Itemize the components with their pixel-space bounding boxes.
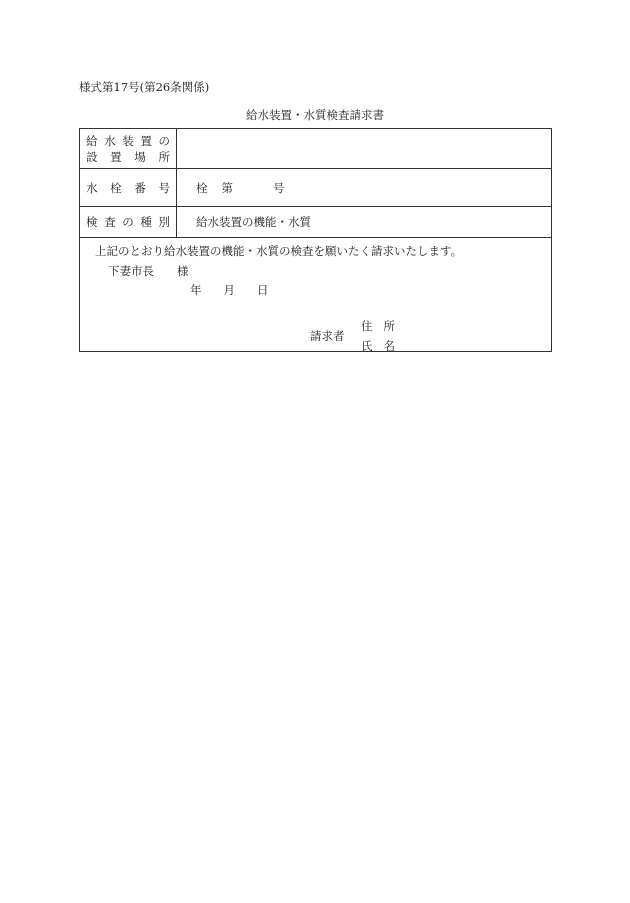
inspection-type-label: 検 査 の 種 別 [86, 215, 170, 229]
inspection-type-row [80, 206, 551, 238]
addressee: 下妻市長 様 [108, 264, 189, 278]
requester-label: 請求者 [310, 329, 345, 343]
request-statement: 上記のとおり給水装置の機能・水質の検査を願いたく請求いたします。 [95, 244, 463, 258]
name-label[interactable]: 氏 名 [361, 339, 395, 353]
request-form-table [79, 128, 552, 352]
inspection-type-value: 給水装置の機能・水質 [196, 215, 311, 229]
faucet-number-label: 水 栓 番 号 [86, 181, 170, 195]
installation-location-row [80, 129, 551, 169]
faucet-number-row [80, 168, 551, 207]
document-title: 給水装置・水質検査請求書 [246, 108, 384, 122]
faucet-number-value[interactable]: 栓 第 号 [196, 181, 285, 195]
date-line[interactable]: 年 月 日 [190, 283, 269, 297]
installation-location-label: 給 水 装 置 の 設 置 場 所 [86, 134, 170, 164]
address-label[interactable]: 住 所 [361, 319, 395, 333]
form-number: 様式第17号(第26条関係) [79, 80, 210, 94]
